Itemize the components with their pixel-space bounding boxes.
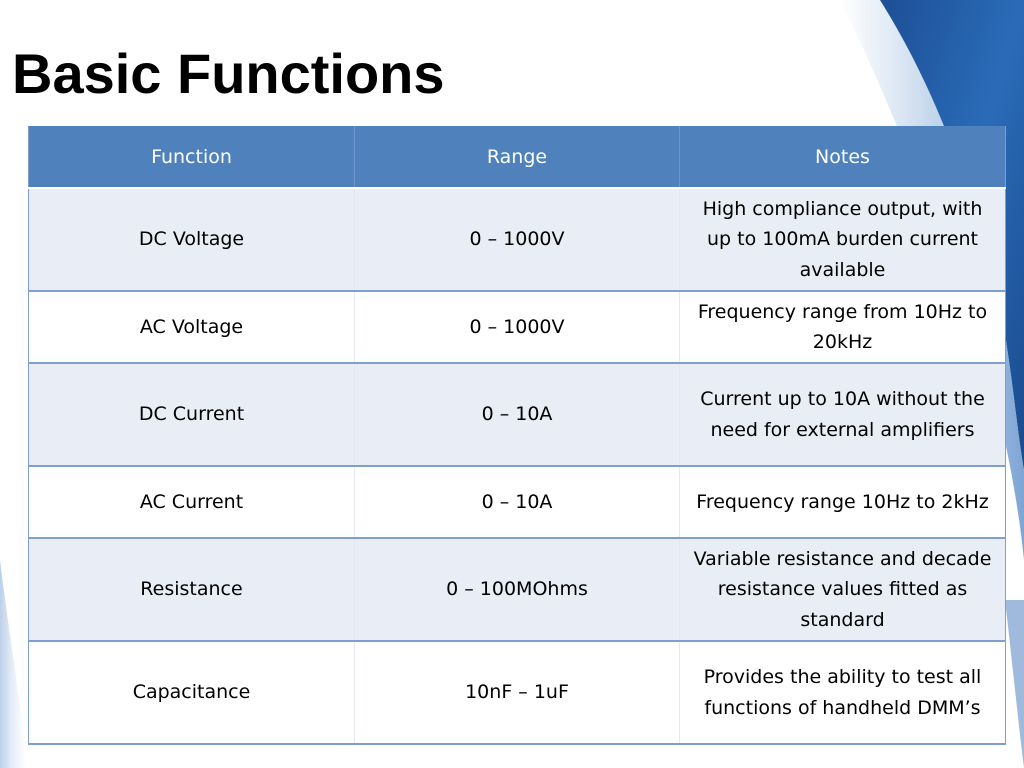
cell-range: 10nF – 1uF (355, 641, 680, 744)
cell-range: 0 – 1000V (355, 188, 680, 291)
cell-function: Capacitance (29, 641, 355, 744)
cell-function: AC Voltage (29, 291, 355, 363)
table-row (29, 188, 1006, 291)
cell-function: DC Voltage (29, 188, 355, 291)
table-row (29, 291, 1006, 363)
table-row (29, 363, 1006, 466)
cell-function: Resistance (29, 538, 355, 641)
cell-range: 0 – 10A (355, 363, 680, 466)
table-row (29, 641, 1006, 744)
cell-notes: Frequency range 10Hz to 2kHz (680, 466, 1006, 538)
header-function: Function (29, 126, 355, 188)
header-range: Range (355, 126, 680, 188)
cell-notes: Current up to 10A without the need for external amplifiers (680, 363, 1006, 466)
table-row (29, 538, 1006, 641)
table-row (29, 466, 1006, 538)
cell-function: DC Current (29, 363, 355, 466)
slide-title: Basic Functions (12, 42, 445, 105)
cell-range: 0 – 100MOhms (355, 538, 680, 641)
cell-function: AC Current (29, 466, 355, 538)
cell-notes: Variable resistance and decade resistance values fitted as standard (680, 538, 1006, 641)
cell-range: 0 – 1000V (355, 291, 680, 363)
cell-notes: Frequency range from 10Hz to 20kHz (680, 291, 1006, 363)
cell-range: 0 – 10A (355, 466, 680, 538)
functions-table-container (28, 126, 1005, 745)
header-notes: Notes (680, 126, 1006, 188)
cell-notes: High compliance output, with up to 100mA burden current available (680, 188, 1006, 291)
table-header-row (29, 126, 1006, 188)
functions-table (28, 126, 1006, 745)
cell-notes: Provides the ability to test all functions of handheld DMM’s (680, 641, 1006, 744)
